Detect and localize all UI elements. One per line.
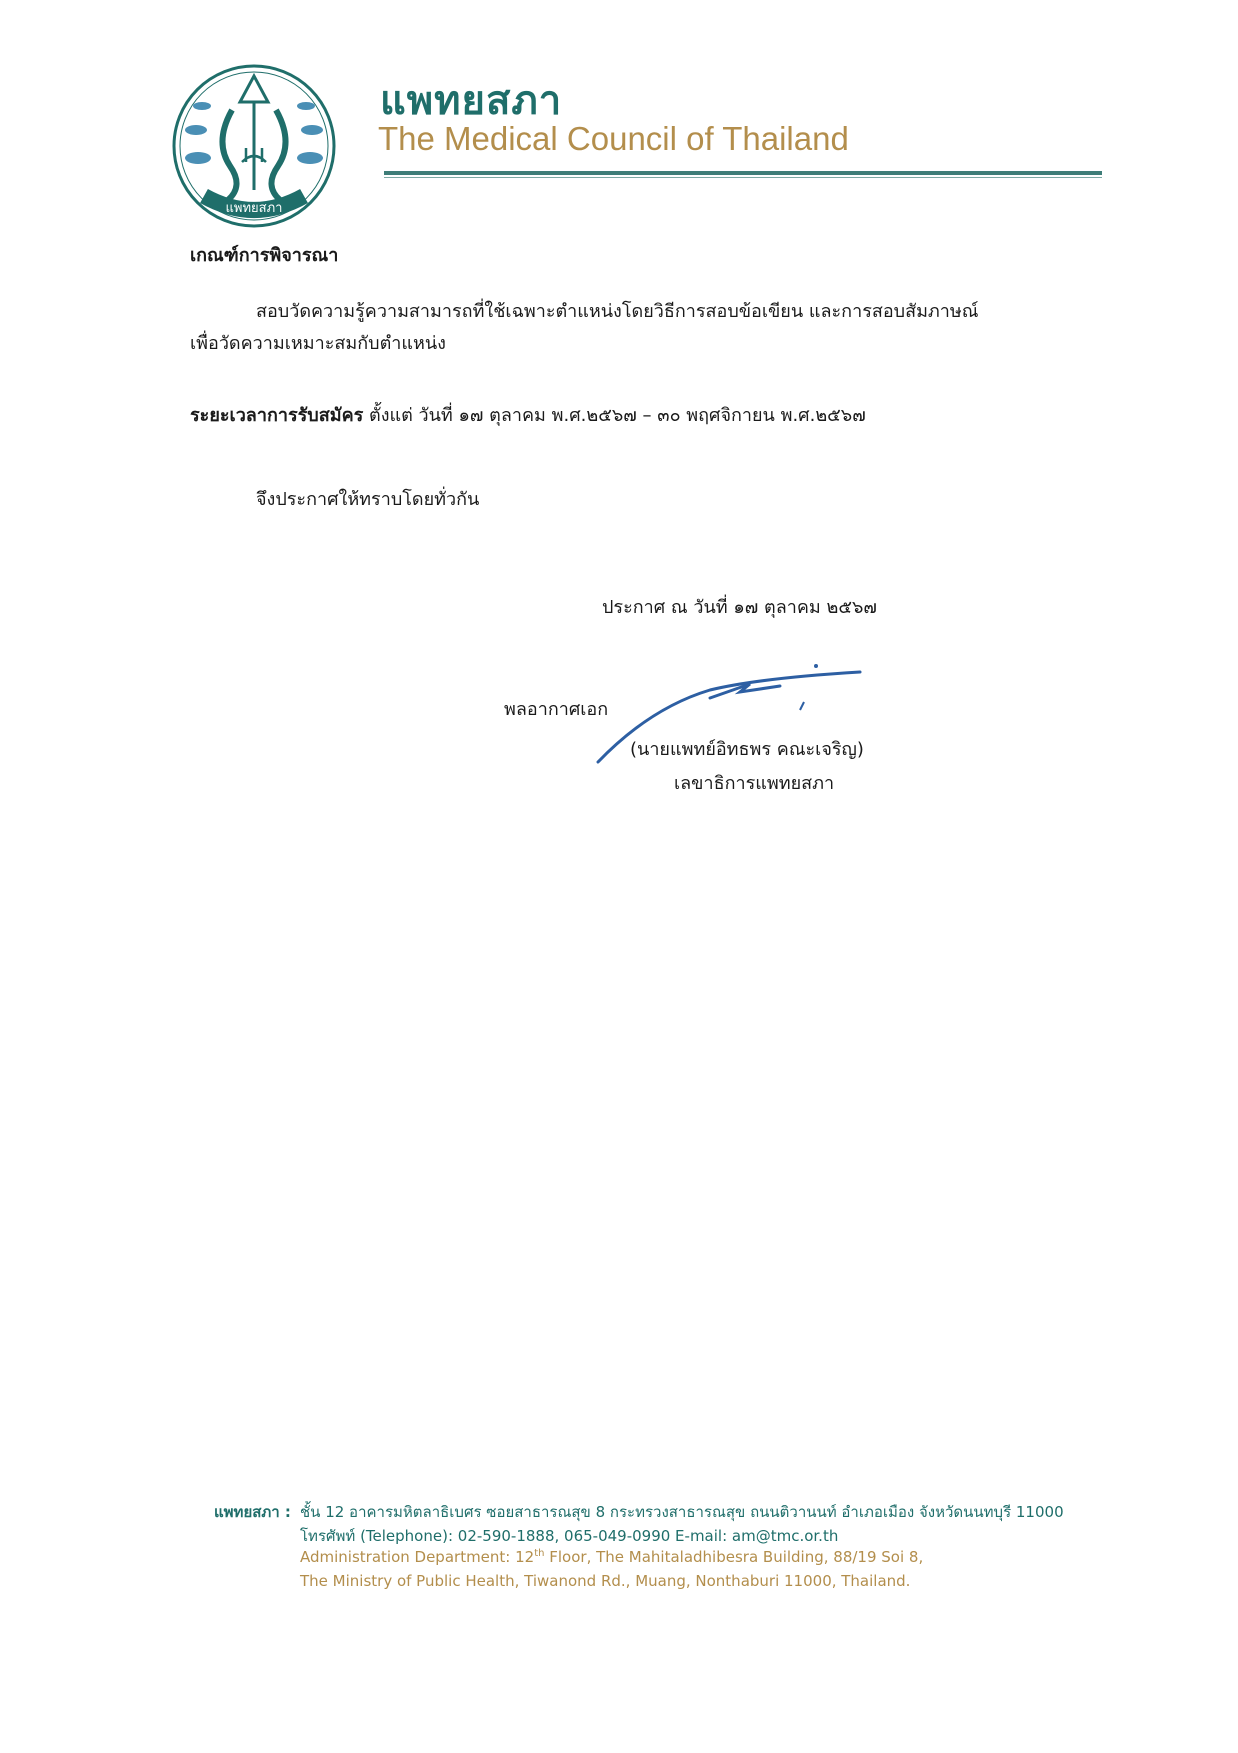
announcement-date: ประกาศ ณ วันที่ ๑๗ ตุลาคม ๒๕๖๗ xyxy=(602,597,877,618)
header-divider xyxy=(384,171,1102,175)
organization-name-thai: แพทยสภา xyxy=(380,78,563,124)
footer-address-english-line1 xyxy=(300,1548,923,1566)
signatory-position: เลขาธิการแพทยสภา xyxy=(674,773,835,794)
signatory-name: (นายแพทย์อิทธพร คณะเจริญ) xyxy=(630,739,864,760)
logo-banner-text: แพทยสภา xyxy=(225,201,283,216)
footer-admin-prefix: Administration Department: 12 xyxy=(300,1548,535,1566)
footer-admin-sup: th xyxy=(534,1548,545,1559)
application-period-label: ระยะเวลาการรับสมัคร xyxy=(190,405,364,426)
signatory-rank: พลอากาศเอก xyxy=(504,699,609,720)
footer-org-label: แพทยสภา : xyxy=(214,1503,291,1521)
footer-address-thai: ชั้น 12 อาคารมหิตลาธิเบศร ซอยสาธารณสุข 8 กระทรวงสาธารณสุข ถนนติวานนท์ อำเภอเมือง จังหวัดนนทบุรี 11000 xyxy=(300,1503,1064,1521)
organization-name-english: The Medical Council of Thailand xyxy=(378,120,849,157)
application-period xyxy=(190,400,866,429)
medical-council-seal-logo xyxy=(170,62,338,230)
criteria-text-line2: เพื่อวัดความเหมาะสมกับตำแหน่ง xyxy=(190,333,446,354)
announcement-closing: จึงประกาศให้ทราบโดยทั่วกัน xyxy=(256,489,480,510)
header-divider-thin xyxy=(384,177,1102,178)
footer-admin-suffix: Floor, The Mahitaladhibesra Building, 88/19 Soi 8, xyxy=(544,1548,924,1566)
footer-contact: โทรศัพท์ (Telephone): 02-590-1888, 065-049-0990 E-mail: am@tmc.or.th xyxy=(300,1527,839,1545)
application-period-dates: ตั้งแต่ วันที่ ๑๗ ตุลาคม พ.ศ.๒๕๖๗ – ๓๐ พฤศจิกายน พ.ศ.๒๕๖๗ xyxy=(363,405,866,426)
criteria-heading: เกณฑ์การพิจารณา xyxy=(190,245,339,266)
footer-address-english-line2: The Ministry of Public Health, Tiwanond Rd., Muang, Nonthaburi 11000, Thailand. xyxy=(300,1572,911,1590)
criteria-text-line1: สอบวัดความรู้ความสามารถที่ใช้เฉพาะตำแหน่งโดยวิธีการสอบข้อเขียน และการสอบสัมภาษณ์ xyxy=(256,301,979,322)
